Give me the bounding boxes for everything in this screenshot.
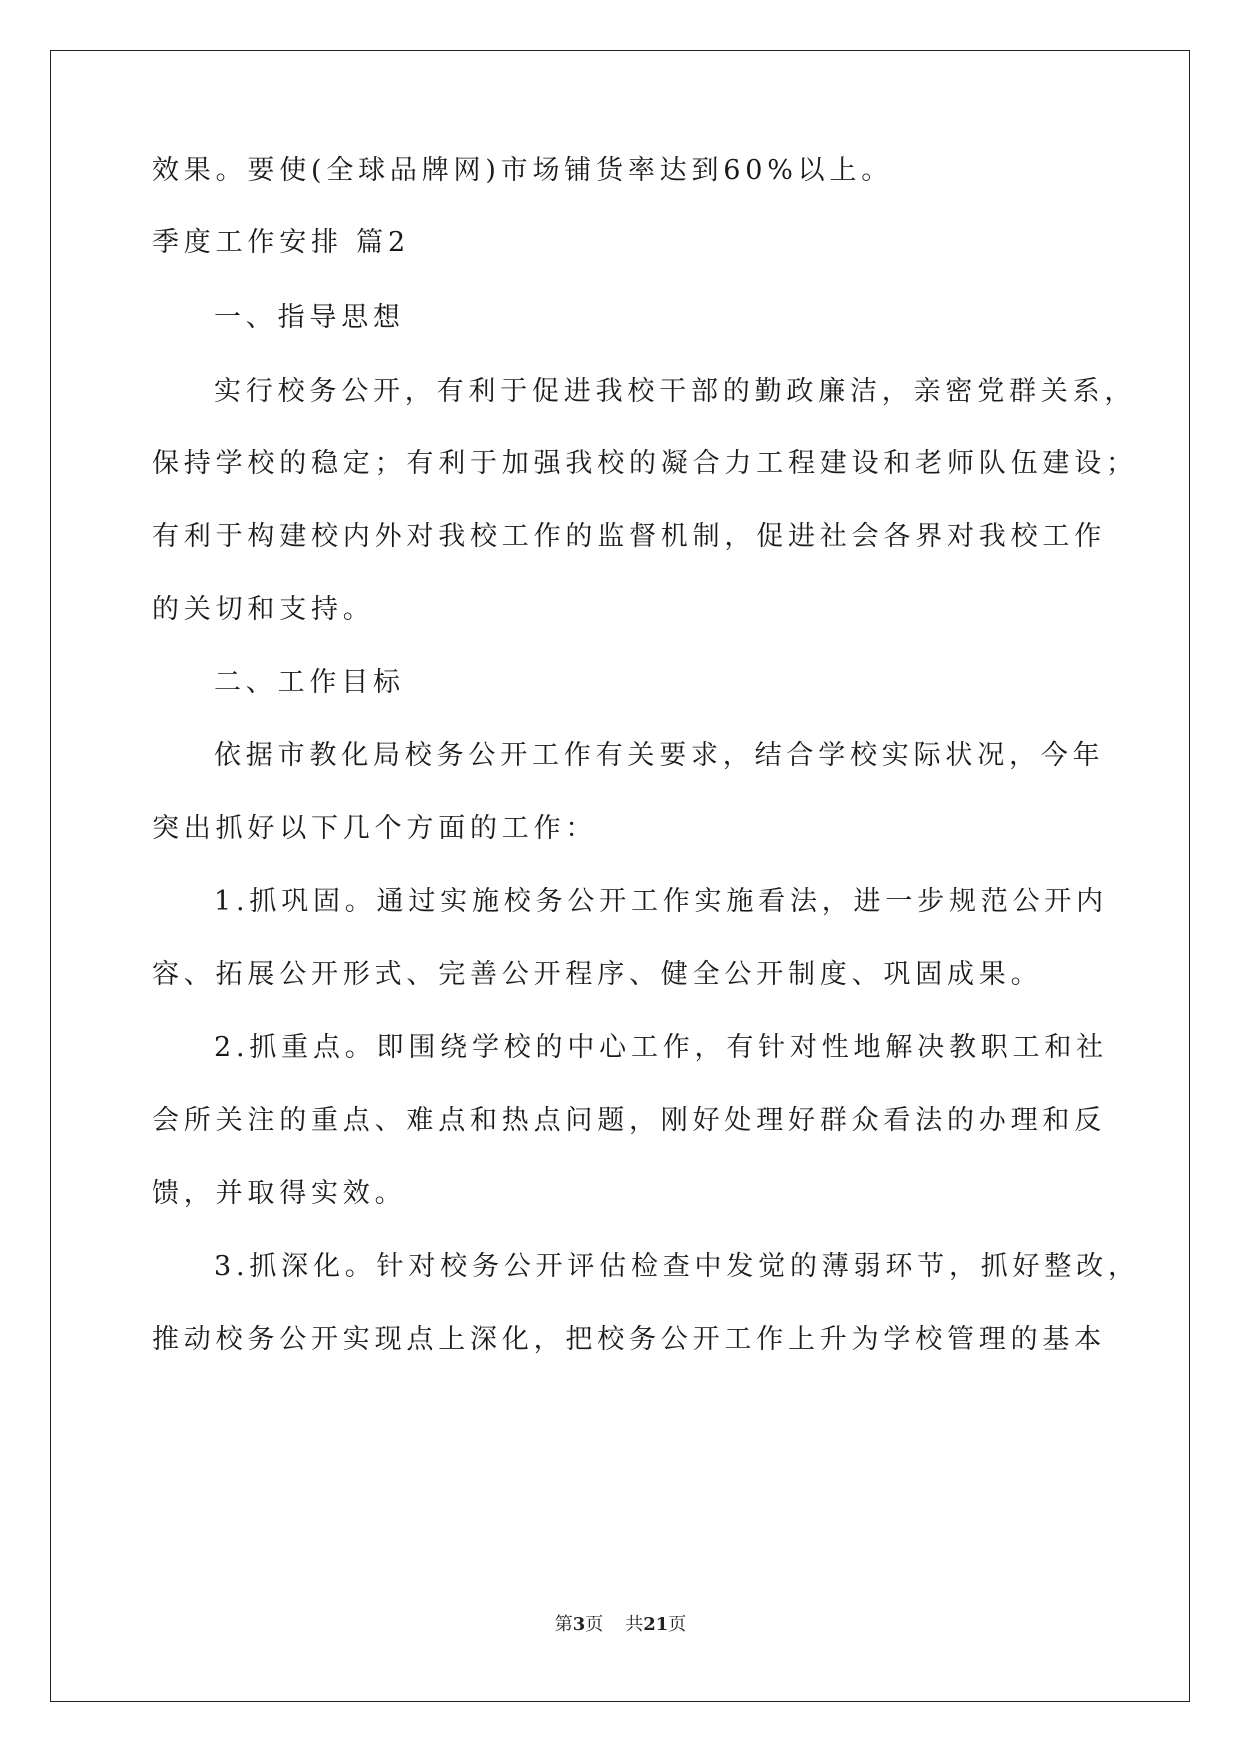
paragraph-line: 馈，并取得实效。 xyxy=(152,1178,407,1209)
paragraph-line: 依据市教化局校务公开工作有关要求，结合学校实际状况，今年 xyxy=(214,740,1105,771)
subheading: 二、工作目标 xyxy=(214,667,405,698)
section-heading: 季度工作安排 篇2 xyxy=(152,227,410,258)
paragraph-line: 保持学校的稳定；有利于加强我校的凝合力工程建设和老师队伍建设； xyxy=(152,448,1138,479)
subheading: 一、指导思想 xyxy=(214,302,405,333)
page-total-label: 共21页 xyxy=(625,1614,687,1635)
paragraph-line: 突出抓好以下几个方面的工作： xyxy=(152,813,598,844)
paragraph-line: 容、拓展公开形式、完善公开程序、健全公开制度、巩固成果。 xyxy=(152,959,1043,990)
paragraph-line: 实行校务公开，有利于促进我校干部的勤政廉洁，亲密党群关系， xyxy=(214,376,1137,407)
paragraph-line: 的关切和支持。 xyxy=(152,594,375,625)
page-number-label: 第3页 xyxy=(554,1614,604,1635)
paragraph-line: 会所关注的重点、难点和热点问题，刚好处理好群众看法的办理和反 xyxy=(152,1105,1106,1136)
page-border xyxy=(50,50,1190,1702)
paragraph-line: 推动校务公开实现点上深化，把校务公开工作上升为学校管理的基本 xyxy=(152,1324,1106,1355)
paragraph-line: 2.抓重点。即围绕学校的中心工作，有针对性地解决教职工和社 xyxy=(214,1032,1108,1063)
paragraph-line: 有利于构建校内外对我校工作的监督机制，促进社会各界对我校工作 xyxy=(152,521,1106,552)
paragraph-line: 1.抓巩固。通过实施校务公开工作实施看法，进一步规范公开内 xyxy=(214,886,1108,917)
page-footer xyxy=(0,1610,1241,1636)
paragraph-line: 3.抓深化。针对校务公开评估检查中发觉的薄弱环节，抓好整改， xyxy=(214,1251,1140,1282)
paragraph-line: 效果。要使(全球品牌网)市场铺货率达到60%以上。 xyxy=(152,155,894,186)
